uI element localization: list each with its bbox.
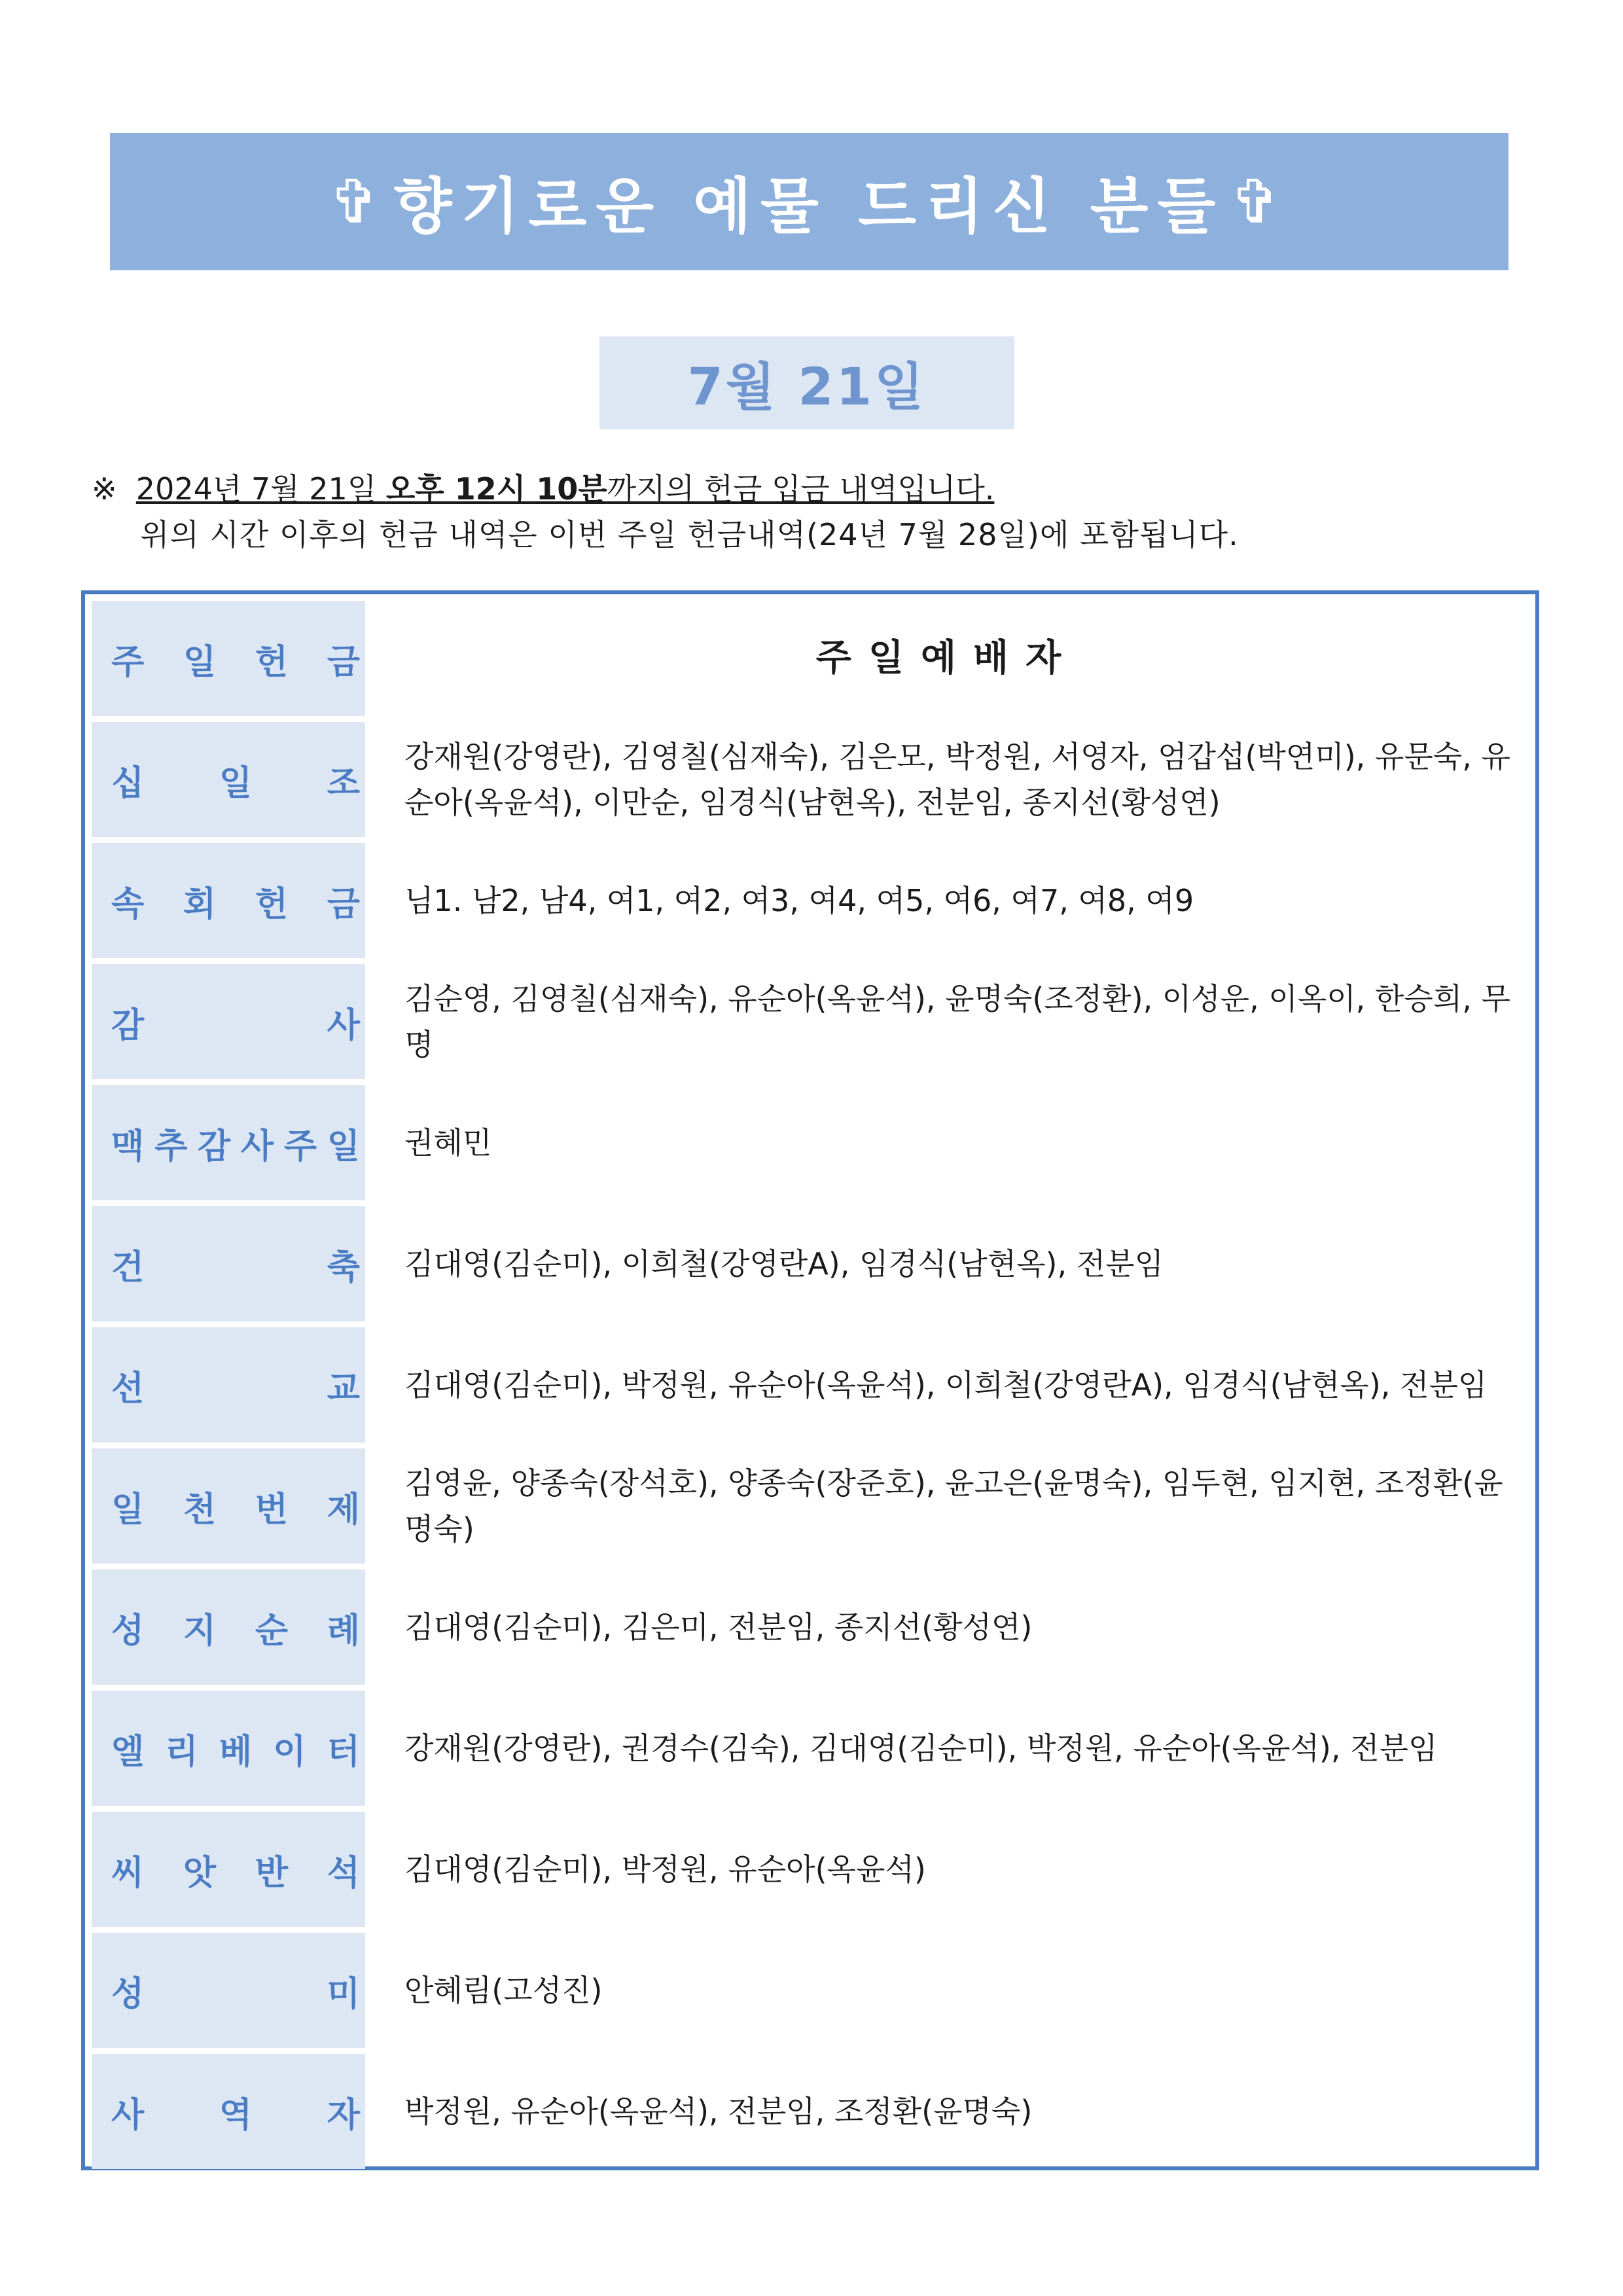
row-content: 박정원, 유순아(옥윤석), 전분임, 조정환(윤명숙) (404, 2094, 1033, 2129)
table-row (92, 1570, 1529, 1685)
row-label (92, 722, 365, 837)
row-label-char: 자 (327, 2095, 360, 2135)
row-content: 김대영(김순미), 박정원, 유순아(옥윤석), 이희철(강영란A), 임경식(남현옥), 전분임 (404, 1367, 1488, 1403)
row-label-char: 조 (327, 763, 360, 803)
row-label (92, 1691, 365, 1806)
row-label (92, 1933, 365, 2048)
row-content: 님1. 남2, 남4, 여1, 여2, 여3, 여4, 여5, 여6, 여7, 여8, 여9 (404, 883, 1194, 918)
notice-text-a: 2024년 7월 21일 (135, 471, 386, 507)
cross-icon: ✞ (1230, 166, 1290, 237)
row-content: 강재원(강영란), 김영칠(심재숙), 김은모, 박정원, 서영자, 엄갑섭(박연미), 유문숙, 유순아(옥윤석), 이만순, 임경식(남현옥), 전분임, 종지선(황성연) (404, 739, 1510, 820)
row-content: 안혜림(고성진) (404, 1973, 603, 2008)
row-label (92, 964, 365, 1079)
row-label-char: 성 (111, 1611, 145, 1651)
row-label-char: 사 (327, 1005, 360, 1045)
row-label-char: 주 (283, 1126, 317, 1166)
row-content: 강재원(강영란), 권경수(김숙), 김대영(김순미), 박정원, 유순아(옥윤석), 전분임 (404, 1731, 1438, 1766)
row-label-char: 엘 (111, 1732, 145, 1772)
row-label-char: 십 (111, 763, 145, 803)
row-content: 김대영(김순미), 김은미, 전분임, 종지선(황성연) (404, 1609, 1033, 1645)
row-label-char: 제 (327, 1490, 360, 1530)
table-row (92, 722, 1529, 837)
row-content: 김대영(김순미), 박정원, 유순아(옥윤석) (404, 1852, 926, 1887)
row-label-char: 례 (327, 1611, 360, 1651)
row-label-char: 사 (111, 2095, 145, 2135)
row-label-char: 씨 (111, 1853, 145, 1893)
row-label-char: 헌 (255, 884, 289, 924)
row-label-char: 이 (273, 1732, 306, 1772)
row-label-char: 미 (327, 1974, 360, 2014)
row-label-char: 주 (111, 642, 145, 682)
column-header: 주일예배자 (815, 637, 1079, 679)
notice-line-2: 위의 시간 이후의 헌금 내역은 이번 주일 헌금내역(24년 7월 28일)에 포함됩니다. (140, 517, 1239, 552)
row-label-char: 순 (255, 1611, 289, 1651)
row-label-char: 역 (219, 2095, 253, 2135)
offering-table (81, 590, 1539, 2170)
row-label-char: 일 (219, 763, 253, 803)
title-banner (110, 133, 1508, 270)
row-content: 김대영(김순미), 이희철(강영란A), 임경식(남현옥), 전분임 (404, 1246, 1164, 1282)
notice-line-1 (92, 466, 1239, 512)
table-row (92, 1933, 1529, 2048)
row-label-char: 축 (327, 1247, 360, 1287)
row-label-char: 터 (327, 1732, 360, 1772)
page-title: 향기로운 예물 드리신 분들 (393, 171, 1225, 242)
row-label-char: 사 (240, 1126, 274, 1166)
row-label-char: 감 (197, 1126, 231, 1166)
row-label-char: 금 (327, 642, 360, 682)
row-content: 김영윤, 양종숙(장석호), 양종숙(장준호), 윤고은(윤명숙), 임두현, 임지현, 조정환(윤명숙) (404, 1465, 1503, 1547)
row-label-char: 맥 (111, 1126, 145, 1166)
row-label (92, 2054, 365, 2169)
row-label-char: 건 (111, 1247, 145, 1287)
row-label-char: 성 (111, 1974, 145, 2014)
row-label (92, 1206, 365, 1321)
row-label (92, 843, 365, 958)
row-label-char: 지 (183, 1611, 217, 1651)
row-content: 김순영, 김영칠(심재숙), 유순아(옥윤석), 윤명숙(조정환), 이성운, 이옥이, 한승희, 무명 (404, 981, 1510, 1062)
table-row (92, 601, 1529, 716)
row-label (92, 1812, 365, 1927)
table-row (92, 1327, 1529, 1443)
row-label-char: 감 (111, 1005, 145, 1045)
row-label-char: 일 (111, 1490, 145, 1530)
row-label-char: 회 (183, 884, 217, 924)
date-label: 7월 21일 (599, 336, 1014, 429)
row-label-char: 천 (183, 1490, 217, 1530)
row-label-char: 리 (165, 1732, 198, 1772)
notice-time: 오후 12시 10분 (385, 471, 607, 507)
table-row (92, 1691, 1529, 1806)
table-row (92, 1206, 1529, 1321)
row-label-char: 교 (327, 1369, 360, 1408)
table-row (92, 964, 1529, 1079)
row-label-char: 번 (255, 1490, 289, 1530)
row-label-char: 앗 (183, 1853, 217, 1893)
row-label (92, 601, 365, 716)
table-row (92, 1448, 1529, 1564)
row-label (92, 1570, 365, 1685)
table-row (92, 843, 1529, 958)
notice-mark: ※ (92, 471, 117, 507)
row-label-char: 석 (327, 1853, 360, 1893)
row-label-char: 반 (255, 1853, 289, 1893)
row-label-char: 금 (327, 884, 360, 924)
table-row (92, 2054, 1529, 2169)
notice-text-b: 까지의 헌금 입금 내역입니다. (607, 471, 995, 507)
row-label (92, 1085, 365, 1200)
row-label-char: 추 (154, 1126, 188, 1166)
table-row (92, 1812, 1529, 1927)
row-label-char: 헌 (255, 642, 289, 682)
row-label-char: 일 (327, 1126, 360, 1166)
row-label-char: 일 (183, 642, 217, 682)
row-label-char: 선 (111, 1369, 145, 1408)
row-label-char: 속 (111, 884, 145, 924)
row-label (92, 1327, 365, 1443)
notice (92, 466, 1239, 558)
table-row (92, 1085, 1529, 1200)
row-label-char: 베 (219, 1732, 253, 1772)
row-content: 권혜민 (404, 1125, 492, 1160)
cross-icon: ✞ (329, 166, 389, 237)
row-label (92, 1448, 365, 1564)
